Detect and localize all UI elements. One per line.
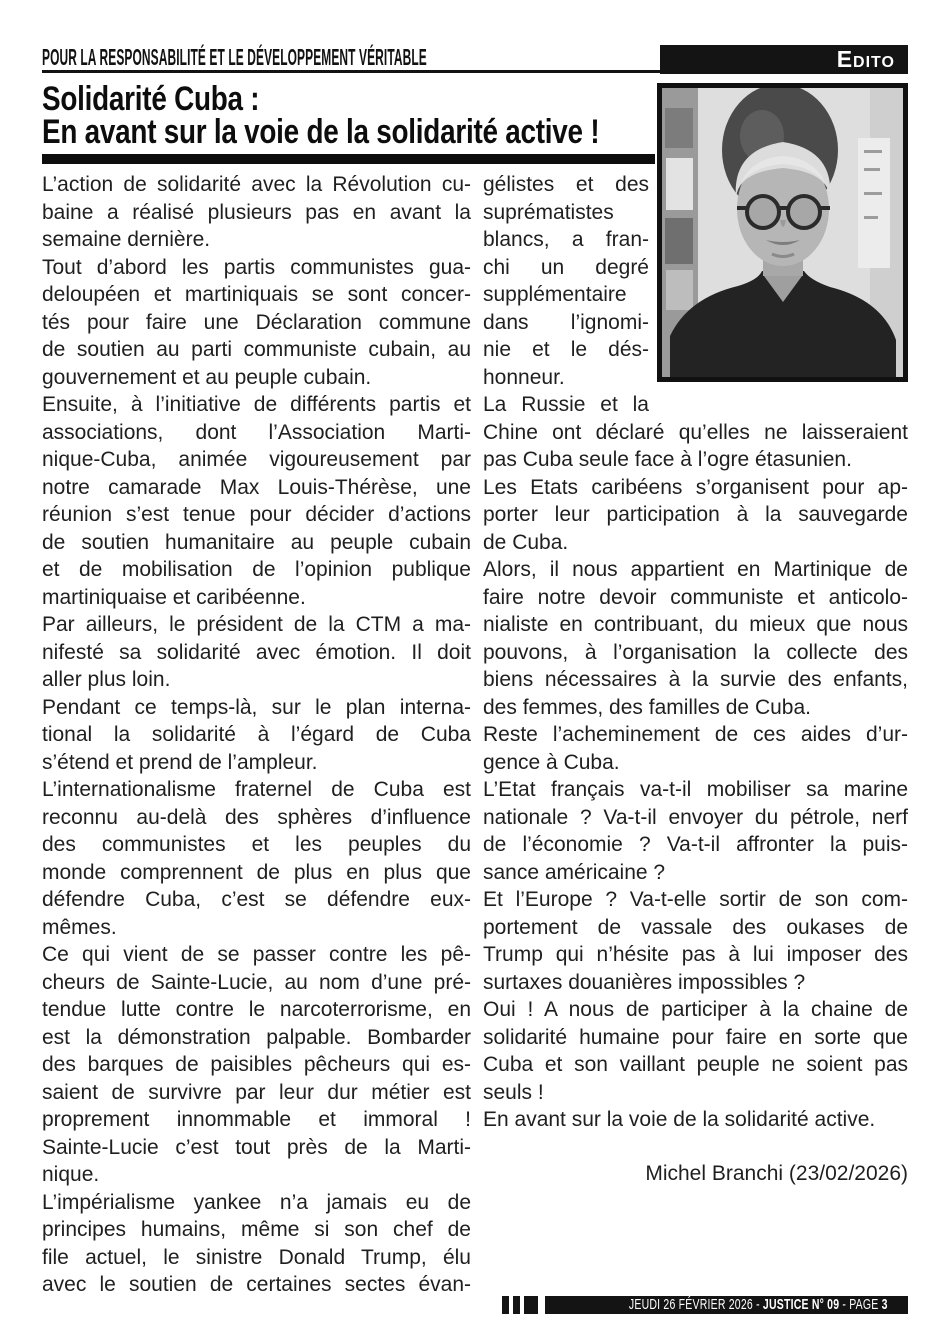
text-line: notre camarade Max Louis-Thérèse, une	[42, 475, 471, 499]
footer-deco-block	[524, 1296, 538, 1314]
text-line: gence à Cuba.	[483, 750, 620, 774]
text-line: L’Etat français va-t-il mobiliser sa marine	[483, 778, 908, 801]
text-line: proprement innommable et immoral !	[42, 1108, 471, 1131]
text-line: L’impérialisme yankee n’a jamais eu de	[42, 1190, 471, 1214]
headline-line-2: En avant sur la voie de la solidarité active !	[42, 113, 600, 151]
section-label: Edito	[836, 46, 895, 72]
text-line: Les Etats caribéens s’organisent pour ap-	[483, 475, 908, 499]
text-line: nique-Cuba, animée vigoureusement par	[42, 448, 471, 471]
text-line: mêmes.	[42, 915, 117, 939]
text-line: sance américaine ?	[483, 860, 666, 884]
text-line: biens nécessaires à la survie des enfants,	[483, 668, 908, 691]
text-line: surtaxes douanières impossibles ?	[483, 970, 806, 994]
text-line: La Russie et la	[483, 393, 649, 416]
text-line: de soutien au parti communiste cubain, au	[42, 338, 471, 361]
text-line: avec le soutien de certaines sectes évan-	[42, 1273, 471, 1296]
headline-line-1: Solidarité Cuba :	[42, 80, 260, 118]
footer-text	[629, 1296, 888, 1314]
text-line: semaine dernière.	[42, 228, 211, 251]
footer-segment: JEUDI 26 FÉVRIER 2026 -	[629, 1296, 764, 1313]
text-line: En avant sur la voie de la solidarité active.	[483, 1108, 876, 1131]
text-line: seuls !	[483, 1080, 544, 1104]
text-line: de l’économie ? Va-t-il affronter la puis-	[483, 833, 908, 856]
text-line: des communistes et les peuples du	[42, 833, 471, 856]
footer-segment: - PAGE	[839, 1296, 882, 1313]
header-rule	[42, 70, 662, 73]
text-line: tendue lutte contre le narcoterrorisme, en	[42, 998, 471, 1021]
text-line: nialiste en contribuant, du mieux que nous	[483, 613, 908, 636]
section-badge	[660, 45, 908, 74]
text-line: Reste l’acheminement de ces aides d’ur-	[483, 723, 908, 746]
headline	[42, 80, 657, 151]
headline-rule	[42, 154, 655, 164]
text-line: chi un degré	[483, 255, 649, 279]
article-column-right	[483, 171, 908, 1187]
text-line: deloupéen et martiniquais se sont concer-	[42, 283, 471, 306]
text-line: de soutien humanitaire au peuple cubain	[42, 530, 471, 554]
text-line: Tout d’abord les partis communistes gua-	[42, 255, 471, 279]
text-line: Alors, il nous appartient en Martinique de	[483, 558, 908, 581]
footer-deco-block	[502, 1296, 509, 1314]
text-line: baine a réalisé plusieurs pas en avant la	[42, 200, 471, 224]
text-line: Pendant ce temps-là, sur le plan interna-	[42, 695, 471, 719]
text-line: honneur.	[483, 365, 565, 389]
text-line: pouvons, à l’organisation la collecte des	[483, 640, 908, 664]
text-line: Et l’Europe ? Va-t-elle sortir de son com-	[483, 888, 908, 911]
text-line: reconnu au-delà des sphères d’influence	[42, 805, 471, 829]
text-line: porter leur participation à la sauvegarde	[483, 503, 908, 526]
text-line: et de mobilisation de l’opinion publique	[42, 558, 471, 581]
text-line: portement de vassale des oukases de	[483, 915, 908, 939]
article-column-left	[42, 171, 471, 1299]
text-line: Trump qui n’hésite pas à lui imposer des	[483, 943, 908, 966]
text-line: Cuba et son vaillant peuple ne soient pas	[483, 1053, 908, 1076]
text-line: nifesté sa solidarité avec émotion. Il doit	[42, 640, 471, 664]
text-line: L’internationalisme fraternel de Cuba est	[42, 778, 471, 801]
text-line: suprématistes	[483, 200, 614, 224]
footer-segment: JUSTICE N° 09	[763, 1296, 840, 1313]
text-line: associations, dont l’Association Marti-	[42, 420, 471, 444]
text-line: pas Cuba seule face à l’ogre étasunien.	[483, 448, 852, 471]
text-line: des femmes, des familles de Cuba.	[483, 695, 811, 719]
text-line: nique.	[42, 1163, 100, 1186]
text-line: saient de survivre par leur dur métier est	[42, 1080, 471, 1104]
footer-segment: 3	[881, 1296, 888, 1313]
text-line: L’action de solidarité avec la Révolution cu-	[42, 173, 471, 196]
kicker-title: POUR LA RESPONSABILITÉ ET LE DÉVELOPPEMENT VÉRITABLE	[42, 44, 427, 70]
text-line: principes humains, même si son chef de	[42, 1218, 471, 1241]
article-signature: Michel Branchi (23/02/2026)	[645, 1161, 908, 1185]
text-line: de Cuba.	[483, 530, 569, 554]
text-line: Oui ! A nous de participer à la chaine de	[483, 998, 908, 1021]
text-line: réunion s’est tenue pour décider d’actions	[42, 503, 471, 526]
text-line: Sainte-Lucie c’est tout près de la Marti-	[42, 1135, 471, 1159]
text-line: Par ailleurs, le président de la CTM a ma-	[42, 613, 471, 636]
text-line: tional la solidarité à l’égard de Cuba	[42, 723, 471, 746]
footer-bar	[545, 1296, 908, 1314]
text-line: nationale ? Va-t-il envoyer du pétrole, nerf	[483, 805, 908, 829]
text-line: Chine ont déclaré qu’elles ne laisseraient	[483, 420, 908, 444]
text-line: gélistes et des	[483, 173, 649, 196]
text-line: défendre Cuba, c’est se défendre eux-	[42, 888, 471, 911]
text-line: Ensuite, à l’initiative de différents partis et	[42, 393, 471, 416]
footer-deco-block	[513, 1296, 520, 1314]
text-line: nie et le dés-	[483, 338, 649, 361]
text-line: Ce qui vient de se passer contre les pê-	[42, 943, 471, 966]
text-line: blancs, a fran-	[483, 228, 649, 251]
text-line: aller plus loin.	[42, 668, 171, 691]
text-line: solidarité humaine pour faire en sorte que	[483, 1025, 908, 1049]
text-line: s’étend et prend de l’ampleur.	[42, 750, 318, 774]
text-line: cheurs de Sainte-Lucie, au nom d’une pré-	[42, 970, 471, 994]
text-line: martiniquaise et caribéenne.	[42, 585, 306, 609]
text-line: dans l’ignomi-	[483, 310, 649, 334]
text-line: faire notre devoir communiste et anticolo-	[483, 585, 908, 609]
text-line: tés pour faire une Déclaration commune	[42, 310, 471, 334]
text-line: monde comprennent de plus en plus que	[42, 860, 471, 884]
text-line: gouvernement et au peuple cubain.	[42, 365, 372, 389]
text-line: des barques de paisibles pêcheurs qui es-	[42, 1053, 471, 1076]
text-line: file actuel, le sinistre Donald Trump, élu	[42, 1245, 471, 1269]
text-line: supplémentaire	[483, 283, 627, 306]
text-line: est la démonstration palpable. Bombarder	[42, 1025, 471, 1049]
photo-spacer	[649, 171, 908, 411]
